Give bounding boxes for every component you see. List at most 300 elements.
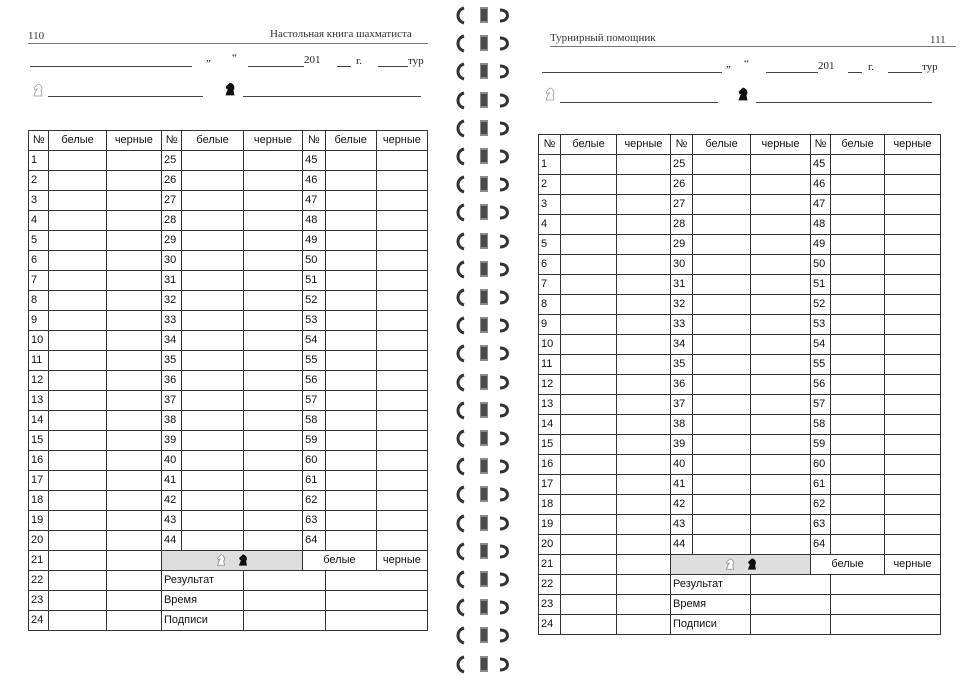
black-move-cell[interactable] bbox=[376, 251, 427, 271]
black-move-cell[interactable] bbox=[885, 255, 941, 275]
white-move-cell[interactable] bbox=[693, 515, 751, 535]
black-move-cell[interactable] bbox=[617, 155, 671, 175]
black-move-cell[interactable] bbox=[885, 495, 941, 515]
white-move-cell[interactable] bbox=[561, 235, 617, 255]
white-move-cell[interactable] bbox=[182, 391, 243, 411]
black-move-cell[interactable] bbox=[106, 251, 161, 271]
black-move-cell[interactable] bbox=[376, 311, 427, 331]
black-move-cell[interactable] bbox=[751, 175, 811, 195]
white-move-cell[interactable] bbox=[49, 371, 106, 391]
white-move-cell[interactable] bbox=[49, 551, 106, 571]
white-move-cell[interactable] bbox=[325, 211, 376, 231]
black-move-cell[interactable] bbox=[243, 291, 302, 311]
header-white: белые bbox=[325, 131, 376, 151]
white-move-cell[interactable] bbox=[831, 475, 885, 495]
white-move-cell[interactable] bbox=[693, 475, 751, 495]
black-move-cell[interactable] bbox=[106, 271, 161, 291]
white-move-cell[interactable] bbox=[831, 275, 885, 295]
white-move-cell[interactable] bbox=[561, 495, 617, 515]
black-move-cell[interactable] bbox=[376, 511, 427, 531]
black-move-cell[interactable] bbox=[376, 211, 427, 231]
white-move-cell[interactable] bbox=[561, 615, 617, 635]
black-move-cell[interactable] bbox=[106, 511, 161, 531]
white-move-cell[interactable] bbox=[561, 595, 617, 615]
black-move-cell[interactable] bbox=[376, 231, 427, 251]
black-move-cell[interactable] bbox=[617, 535, 671, 555]
white-move-cell[interactable] bbox=[182, 331, 243, 351]
event-field[interactable] bbox=[30, 66, 192, 67]
black-move-cell[interactable] bbox=[106, 391, 161, 411]
black-move-cell[interactable] bbox=[885, 195, 941, 215]
header-black: черные bbox=[885, 135, 941, 155]
black-move-cell[interactable] bbox=[376, 371, 427, 391]
footer-time-label: Время bbox=[161, 591, 243, 611]
white-move-cell[interactable] bbox=[325, 291, 376, 311]
black-move-cell[interactable] bbox=[617, 455, 671, 475]
black-move-cell[interactable] bbox=[885, 295, 941, 315]
white-move-cell[interactable] bbox=[693, 495, 751, 515]
black-move-cell[interactable] bbox=[106, 191, 161, 211]
white-move-cell[interactable] bbox=[831, 235, 885, 255]
black-move-cell[interactable] bbox=[376, 151, 427, 171]
white-move-cell[interactable] bbox=[325, 511, 376, 531]
footer-result-black[interactable] bbox=[831, 575, 941, 595]
black-move-cell[interactable] bbox=[885, 475, 941, 495]
table-row bbox=[539, 275, 941, 295]
white-move-cell[interactable] bbox=[49, 531, 106, 551]
white-move-cell[interactable] bbox=[182, 531, 243, 551]
white-move-cell[interactable] bbox=[49, 191, 106, 211]
black-move-cell[interactable] bbox=[751, 315, 811, 335]
black-move-cell[interactable] bbox=[376, 271, 427, 291]
black-player-field[interactable] bbox=[756, 102, 932, 103]
white-move-cell[interactable] bbox=[325, 271, 376, 291]
footer-time-black[interactable] bbox=[831, 595, 941, 615]
black-move-cell[interactable] bbox=[617, 555, 671, 575]
white-move-cell[interactable] bbox=[561, 255, 617, 275]
move-number: 31 bbox=[161, 271, 181, 291]
white-move-cell[interactable] bbox=[561, 415, 617, 435]
move-number: 47 bbox=[811, 195, 831, 215]
white-move-cell[interactable] bbox=[693, 295, 751, 315]
black-move-cell[interactable] bbox=[751, 295, 811, 315]
white-move-cell[interactable] bbox=[182, 351, 243, 371]
black-move-cell[interactable] bbox=[243, 471, 302, 491]
move-number: 63 bbox=[303, 511, 326, 531]
footer-black-label: черные bbox=[376, 551, 427, 571]
white-move-cell[interactable] bbox=[831, 295, 885, 315]
white-move-cell[interactable] bbox=[49, 471, 106, 491]
black-move-cell[interactable] bbox=[376, 191, 427, 211]
date-field[interactable] bbox=[766, 72, 818, 73]
white-move-cell[interactable] bbox=[561, 555, 617, 575]
black-move-cell[interactable] bbox=[106, 311, 161, 331]
black-move-cell[interactable] bbox=[617, 495, 671, 515]
black-move-cell[interactable] bbox=[376, 391, 427, 411]
black-move-cell[interactable] bbox=[243, 531, 302, 551]
white-move-cell[interactable] bbox=[561, 215, 617, 235]
white-move-cell[interactable] bbox=[182, 211, 243, 231]
white-move-cell[interactable] bbox=[49, 591, 106, 611]
white-move-cell[interactable] bbox=[182, 251, 243, 271]
black-move-cell[interactable] bbox=[376, 451, 427, 471]
black-move-cell[interactable] bbox=[106, 471, 161, 491]
black-move-cell[interactable] bbox=[885, 395, 941, 415]
white-move-cell[interactable] bbox=[325, 391, 376, 411]
black-move-cell[interactable] bbox=[243, 151, 302, 171]
black-move-cell[interactable] bbox=[106, 491, 161, 511]
black-move-cell[interactable] bbox=[617, 395, 671, 415]
white-move-cell[interactable] bbox=[561, 475, 617, 495]
black-move-cell[interactable] bbox=[106, 371, 161, 391]
white-move-cell[interactable] bbox=[182, 511, 243, 531]
black-move-cell[interactable] bbox=[617, 475, 671, 495]
white-move-cell[interactable] bbox=[182, 171, 243, 191]
white-move-cell[interactable] bbox=[831, 415, 885, 435]
white-move-cell[interactable] bbox=[831, 255, 885, 275]
white-move-cell[interactable] bbox=[49, 351, 106, 371]
black-move-cell[interactable] bbox=[885, 315, 941, 335]
round-field[interactable] bbox=[888, 72, 922, 73]
black-move-cell[interactable] bbox=[617, 255, 671, 275]
black-move-cell[interactable] bbox=[376, 331, 427, 351]
white-move-cell[interactable] bbox=[49, 431, 106, 451]
white-move-cell[interactable] bbox=[325, 231, 376, 251]
black-move-cell[interactable] bbox=[106, 451, 161, 471]
white-move-cell[interactable] bbox=[325, 251, 376, 271]
black-move-cell[interactable] bbox=[617, 615, 671, 635]
white-move-cell[interactable] bbox=[182, 471, 243, 491]
white-move-cell[interactable] bbox=[831, 195, 885, 215]
event-field[interactable] bbox=[542, 72, 722, 73]
white-move-cell[interactable] bbox=[831, 175, 885, 195]
black-move-cell[interactable] bbox=[243, 271, 302, 291]
black-move-cell[interactable] bbox=[885, 455, 941, 475]
white-move-cell[interactable] bbox=[49, 571, 106, 591]
black-move-cell[interactable] bbox=[751, 435, 811, 455]
white-move-cell[interactable] bbox=[325, 151, 376, 171]
black-move-cell[interactable] bbox=[617, 295, 671, 315]
black-move-cell[interactable] bbox=[243, 451, 302, 471]
black-move-cell[interactable] bbox=[885, 515, 941, 535]
black-move-cell[interactable] bbox=[617, 215, 671, 235]
black-move-cell[interactable] bbox=[106, 551, 161, 571]
white-player-field[interactable] bbox=[48, 96, 203, 97]
black-move-cell[interactable] bbox=[617, 515, 671, 535]
white-move-cell[interactable] bbox=[325, 411, 376, 431]
black-move-cell[interactable] bbox=[751, 415, 811, 435]
white-move-cell[interactable] bbox=[49, 451, 106, 471]
white-move-cell[interactable] bbox=[693, 235, 751, 255]
white-move-cell[interactable] bbox=[325, 191, 376, 211]
white-move-cell[interactable] bbox=[182, 231, 243, 251]
black-move-cell[interactable] bbox=[106, 211, 161, 231]
white-move-cell[interactable] bbox=[325, 431, 376, 451]
white-move-cell[interactable] bbox=[182, 371, 243, 391]
white-move-cell[interactable] bbox=[831, 215, 885, 235]
white-move-cell[interactable] bbox=[182, 291, 243, 311]
white-move-cell[interactable] bbox=[182, 491, 243, 511]
black-move-cell[interactable] bbox=[106, 611, 161, 631]
white-move-cell[interactable] bbox=[325, 171, 376, 191]
black-move-cell[interactable] bbox=[243, 371, 302, 391]
white-move-cell[interactable] bbox=[49, 231, 106, 251]
black-move-cell[interactable] bbox=[617, 275, 671, 295]
white-move-cell[interactable] bbox=[325, 311, 376, 331]
header-rule bbox=[550, 46, 956, 47]
white-move-cell[interactable] bbox=[561, 275, 617, 295]
black-move-cell[interactable] bbox=[617, 435, 671, 455]
white-move-cell[interactable] bbox=[693, 455, 751, 475]
black-move-cell[interactable] bbox=[751, 375, 811, 395]
round-field[interactable] bbox=[378, 66, 408, 67]
black-move-cell[interactable] bbox=[376, 411, 427, 431]
white-move-cell[interactable] bbox=[831, 375, 885, 395]
black-move-cell[interactable] bbox=[243, 411, 302, 431]
move-number: 41 bbox=[671, 475, 693, 495]
white-move-cell[interactable] bbox=[693, 255, 751, 275]
white-move-cell[interactable] bbox=[693, 355, 751, 375]
black-move-cell[interactable] bbox=[106, 411, 161, 431]
black-move-cell[interactable] bbox=[106, 351, 161, 371]
black-move-cell[interactable] bbox=[751, 255, 811, 275]
white-move-cell[interactable] bbox=[693, 155, 751, 175]
white-move-cell[interactable] bbox=[49, 511, 106, 531]
move-number: 55 bbox=[303, 351, 326, 371]
black-move-cell[interactable] bbox=[243, 191, 302, 211]
footer-time-white[interactable] bbox=[751, 595, 831, 615]
black-move-cell[interactable] bbox=[751, 535, 811, 555]
black-move-cell[interactable] bbox=[376, 291, 427, 311]
black-move-cell[interactable] bbox=[106, 571, 161, 591]
white-move-cell[interactable] bbox=[561, 355, 617, 375]
footer-result-white[interactable] bbox=[751, 575, 831, 595]
black-move-cell[interactable] bbox=[751, 515, 811, 535]
white-move-cell[interactable] bbox=[182, 431, 243, 451]
black-move-cell[interactable] bbox=[617, 175, 671, 195]
footer-signatures-black[interactable] bbox=[831, 615, 941, 635]
white-move-cell[interactable] bbox=[49, 411, 106, 431]
black-move-cell[interactable] bbox=[106, 531, 161, 551]
white-move-cell[interactable] bbox=[325, 371, 376, 391]
black-move-cell[interactable] bbox=[751, 275, 811, 295]
move-number: 26 bbox=[161, 171, 181, 191]
footer-result-black[interactable] bbox=[325, 571, 427, 591]
white-move-cell[interactable] bbox=[182, 411, 243, 431]
white-move-cell[interactable] bbox=[693, 395, 751, 415]
white-move-cell[interactable] bbox=[831, 495, 885, 515]
white-move-cell[interactable] bbox=[561, 375, 617, 395]
white-move-cell[interactable] bbox=[182, 151, 243, 171]
footer-result-white[interactable] bbox=[243, 571, 325, 591]
white-move-cell[interactable] bbox=[561, 535, 617, 555]
white-move-cell[interactable] bbox=[693, 415, 751, 435]
white-move-cell[interactable] bbox=[561, 395, 617, 415]
white-move-cell[interactable] bbox=[49, 271, 106, 291]
white-move-cell[interactable] bbox=[831, 395, 885, 415]
table-row bbox=[539, 535, 941, 555]
black-move-cell[interactable] bbox=[751, 235, 811, 255]
black-move-cell[interactable] bbox=[376, 351, 427, 371]
black-move-cell[interactable] bbox=[376, 431, 427, 451]
white-move-cell[interactable] bbox=[325, 351, 376, 371]
white-move-cell[interactable] bbox=[49, 311, 106, 331]
black-move-cell[interactable] bbox=[106, 231, 161, 251]
white-move-cell[interactable] bbox=[49, 491, 106, 511]
black-move-cell[interactable] bbox=[243, 231, 302, 251]
white-move-cell[interactable] bbox=[561, 315, 617, 335]
black-move-cell[interactable] bbox=[243, 211, 302, 231]
black-move-cell[interactable] bbox=[885, 215, 941, 235]
black-move-cell[interactable] bbox=[376, 531, 427, 551]
black-move-cell[interactable] bbox=[376, 491, 427, 511]
black-move-cell[interactable] bbox=[376, 171, 427, 191]
black-move-cell[interactable] bbox=[751, 335, 811, 355]
black-move-cell[interactable] bbox=[885, 235, 941, 255]
white-move-cell[interactable] bbox=[561, 515, 617, 535]
move-number: 56 bbox=[303, 371, 326, 391]
white-move-cell[interactable] bbox=[831, 515, 885, 535]
white-move-cell[interactable] bbox=[49, 291, 106, 311]
black-move-cell[interactable] bbox=[751, 455, 811, 475]
white-move-cell[interactable] bbox=[561, 195, 617, 215]
white-move-cell[interactable] bbox=[182, 451, 243, 471]
black-move-cell[interactable] bbox=[617, 335, 671, 355]
footer-black-label: черные bbox=[885, 555, 941, 575]
year-field[interactable] bbox=[337, 66, 351, 67]
white-move-cell[interactable] bbox=[325, 331, 376, 351]
date-field[interactable] bbox=[248, 66, 304, 67]
black-move-cell[interactable] bbox=[617, 315, 671, 335]
black-move-cell[interactable] bbox=[617, 375, 671, 395]
black-move-cell[interactable] bbox=[106, 171, 161, 191]
black-move-cell[interactable] bbox=[751, 355, 811, 375]
white-move-cell[interactable] bbox=[561, 575, 617, 595]
black-move-cell[interactable] bbox=[106, 291, 161, 311]
white-move-cell[interactable] bbox=[693, 215, 751, 235]
white-move-cell[interactable] bbox=[561, 175, 617, 195]
white-move-cell[interactable] bbox=[693, 315, 751, 335]
move-number: 24 bbox=[29, 611, 49, 631]
white-move-cell[interactable] bbox=[49, 211, 106, 231]
black-move-cell[interactable] bbox=[751, 215, 811, 235]
white-move-cell[interactable] bbox=[49, 151, 106, 171]
black-move-cell[interactable] bbox=[885, 355, 941, 375]
white-move-cell[interactable] bbox=[49, 251, 106, 271]
white-move-cell[interactable] bbox=[49, 171, 106, 191]
black-move-cell[interactable] bbox=[885, 155, 941, 175]
black-move-cell[interactable] bbox=[243, 431, 302, 451]
white-move-cell[interactable] bbox=[693, 335, 751, 355]
white-move-cell[interactable] bbox=[693, 535, 751, 555]
white-move-cell[interactable] bbox=[561, 455, 617, 475]
white-move-cell[interactable] bbox=[831, 355, 885, 375]
white-move-cell[interactable] bbox=[561, 335, 617, 355]
black-move-cell[interactable] bbox=[243, 331, 302, 351]
white-move-cell[interactable] bbox=[831, 435, 885, 455]
white-move-cell[interactable] bbox=[693, 435, 751, 455]
black-move-cell[interactable] bbox=[106, 591, 161, 611]
move-number: 34 bbox=[671, 335, 693, 355]
black-move-cell[interactable] bbox=[885, 435, 941, 455]
white-move-cell[interactable] bbox=[831, 335, 885, 355]
black-move-cell[interactable] bbox=[617, 355, 671, 375]
black-move-cell[interactable] bbox=[885, 335, 941, 355]
black-move-cell[interactable] bbox=[617, 575, 671, 595]
black-move-cell[interactable] bbox=[885, 375, 941, 395]
white-move-cell[interactable] bbox=[831, 535, 885, 555]
black-move-cell[interactable] bbox=[751, 195, 811, 215]
white-move-cell[interactable] bbox=[561, 155, 617, 175]
white-move-cell[interactable] bbox=[693, 195, 751, 215]
black-move-cell[interactable] bbox=[885, 175, 941, 195]
black-move-cell[interactable] bbox=[243, 491, 302, 511]
black-move-cell[interactable] bbox=[617, 235, 671, 255]
black-move-cell[interactable] bbox=[751, 475, 811, 495]
white-move-cell[interactable] bbox=[49, 611, 106, 631]
white-move-cell[interactable] bbox=[182, 191, 243, 211]
black-move-cell[interactable] bbox=[106, 151, 161, 171]
black-move-cell[interactable] bbox=[617, 415, 671, 435]
black-move-cell[interactable] bbox=[243, 351, 302, 371]
black-move-cell[interactable] bbox=[106, 331, 161, 351]
year-field[interactable] bbox=[848, 72, 862, 73]
black-move-cell[interactable] bbox=[243, 391, 302, 411]
black-move-cell[interactable] bbox=[243, 251, 302, 271]
footer-signatures-black[interactable] bbox=[325, 611, 427, 631]
white-move-cell[interactable] bbox=[561, 435, 617, 455]
white-move-cell[interactable] bbox=[831, 315, 885, 335]
black-move-cell[interactable] bbox=[106, 431, 161, 451]
footer-time-white[interactable] bbox=[243, 591, 325, 611]
black-move-cell[interactable] bbox=[751, 495, 811, 515]
white-move-cell[interactable] bbox=[693, 175, 751, 195]
black-move-cell[interactable] bbox=[751, 155, 811, 175]
black-move-cell[interactable] bbox=[885, 535, 941, 555]
black-move-cell[interactable] bbox=[751, 395, 811, 415]
footer-time-black[interactable] bbox=[325, 591, 427, 611]
black-move-cell[interactable] bbox=[885, 275, 941, 295]
white-move-cell[interactable] bbox=[693, 275, 751, 295]
black-move-cell[interactable] bbox=[617, 595, 671, 615]
black-move-cell[interactable] bbox=[376, 471, 427, 491]
white-move-cell[interactable] bbox=[325, 531, 376, 551]
white-move-cell[interactable] bbox=[182, 311, 243, 331]
white-move-cell[interactable] bbox=[693, 375, 751, 395]
black-move-cell[interactable] bbox=[243, 171, 302, 191]
white-move-cell[interactable] bbox=[325, 491, 376, 511]
black-move-cell[interactable] bbox=[617, 195, 671, 215]
round-label: тур bbox=[408, 55, 424, 67]
white-move-cell[interactable] bbox=[49, 391, 106, 411]
footer-signatures-white[interactable] bbox=[751, 615, 831, 635]
white-move-cell[interactable] bbox=[561, 295, 617, 315]
black-move-cell[interactable] bbox=[885, 415, 941, 435]
move-number: 8 bbox=[29, 291, 49, 311]
black-move-cell[interactable] bbox=[243, 311, 302, 331]
white-move-cell[interactable] bbox=[49, 331, 106, 351]
white-player-field[interactable] bbox=[560, 102, 718, 103]
white-move-cell[interactable] bbox=[831, 455, 885, 475]
white-move-cell[interactable] bbox=[325, 471, 376, 491]
white-move-cell[interactable] bbox=[325, 451, 376, 471]
header-white: белые bbox=[561, 135, 617, 155]
white-move-cell[interactable] bbox=[831, 155, 885, 175]
footer-signatures-white[interactable] bbox=[243, 611, 325, 631]
white-move-cell[interactable] bbox=[182, 271, 243, 291]
black-player-field[interactable] bbox=[243, 96, 421, 97]
black-move-cell[interactable] bbox=[243, 511, 302, 531]
